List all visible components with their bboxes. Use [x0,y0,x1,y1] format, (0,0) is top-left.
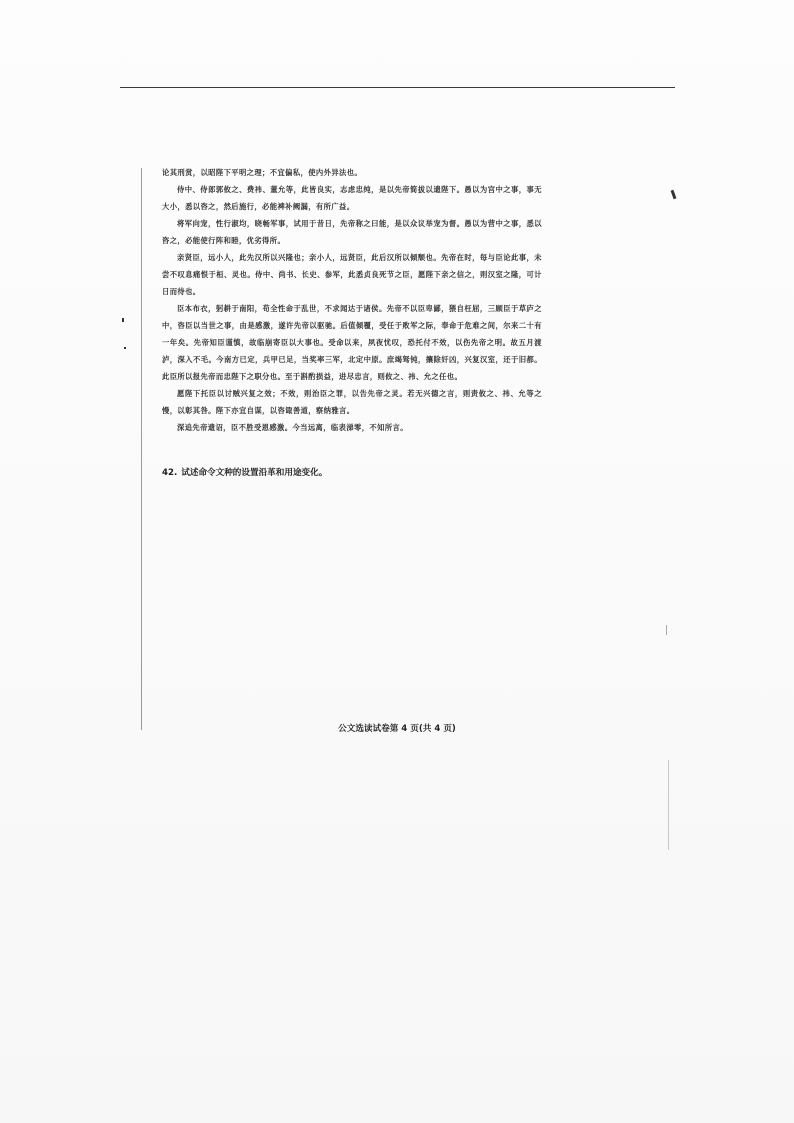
scan-mark [666,625,667,635]
essay-passage [162,164,542,436]
scan-mark [122,318,124,322]
essay-paragraph: 深追先帝遗诏，臣不胜受恩感激。今当远离，临表涕零，不知所言。 [177,423,408,432]
question-number: 42. [162,468,178,478]
scan-mark [668,760,669,850]
essay-paragraph: 臣本布衣，躬耕于南阳，苟全性命于乱世，不求闻达于诸侯。先帝不以臣卑鄙，猥自枉屈，三顾臣于草庐之中，咨臣以当世之事，由是感激，遂许先帝以驱驰。后值倾覆，受任于败军之际，奉命于危难之间，尔来二十有一年矣。先帝知臣谨慎，故临崩寄臣以大事也。受命以来，夙夜忧叹，恐托付不效，以伤先帝之明。故五月渡泸，深入不毛。今南方已定，兵甲已足，当奖率三军，北定中原。庶竭驽钝，攘除奸凶，兴复汉室，还于旧都。此臣所以报先帝而忠陛下之职分也。至于斟酌损益，进尽忠言，则攸之、祎、允之任也。 [162,304,542,381]
question-text: 试述命令文种的设置沿革和用途变化。 [181,468,328,478]
scan-mark [671,190,677,199]
essay-paragraph: 愿陛下托臣以讨贼兴复之效；不效，则治臣之罪，以告先帝之灵。若无兴德之言，则责攸之、祎、允等之慢，以彰其咎。陛下亦宜自谋，以咨诹善道，察纳雅言。 [162,389,542,415]
exam-question [162,466,327,478]
page-footer: 公文选读试卷第 4 页(共 4 页) [338,724,456,734]
margin-rule [141,168,142,730]
header-rule [120,87,675,88]
essay-paragraph: 论其刑赏，以昭陛下平明之理；不宜偏私，使内外异法也。 [162,168,363,177]
essay-paragraph: 亲贤臣，远小人，此先汉所以兴隆也；亲小人，远贤臣，此后汉所以倾颓也。先帝在时，每与臣论此事，未尝不叹息痛恨于桓、灵也。侍中、尚书、长史、参军，此悉贞良死节之臣，愿陛下亲之信之，则汉室之隆，可计日而待也。 [162,253,542,296]
essay-paragraph: 侍中、侍郎郭攸之、费祎、董允等，此皆良实，志虑忠纯，是以先帝简拔以遗陛下。愚以为宫中之事，事无大小，悉以咨之，然后施行，必能裨补阙漏，有所广益。 [162,185,542,211]
essay-paragraph: 将军向宠，性行淑均，晓畅军事，试用于昔日，先帝称之曰能，是以众议举宠为督。愚以为营中之事，悉以咨之，必能使行阵和睦，优劣得所。 [162,219,542,245]
scan-mark [124,347,126,349]
